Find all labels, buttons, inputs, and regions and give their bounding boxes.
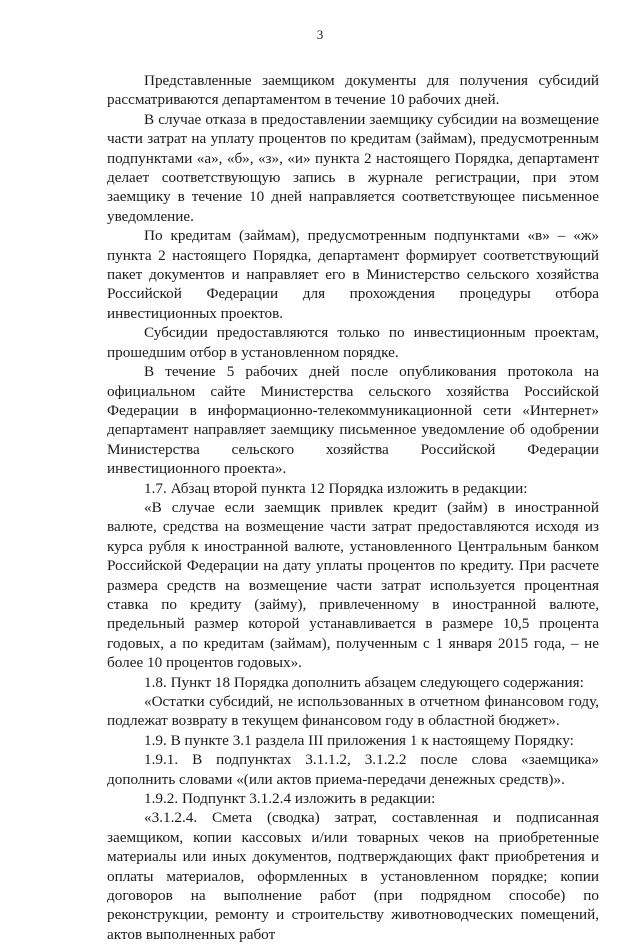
paragraph: Субсидии предоставляются только по инвестиционным проектам, прошедшим отбор в установленном порядке. (107, 324, 599, 361)
paragraph: «3.1.2.4. Смета (сводка) затрат, составленная и подписанная заемщиком, копии кассовых и/или товарных чеков на приобретенные материалы или иных документов, подтверждающих факт приобретения и оплаты материалов, оформленных в установленном порядке; копии договоров на выполнение работ (при подрядном способе) по реконструкции, ремонту и строительству животноводческих помещений, актов выполненных работ (107, 809, 599, 943)
paragraph: «В случае если заемщик привлек кредит (займ) в иностранной валюте, средства на возмещение части затрат предоставляются исходя из курса рубля к иностранной валюте, установленного Центральным банком Российской Федерации на дату уплаты процентов по кредиту. При расчете размера средств на возмещение части затрат используется процентная ставка по кредиту (займу), привлеченному в иностранной валюте, предельный размер которой устанавливается в размере 10,5 процента годовых, а по кредитам (займам), полученным с 1 января 2015 года, – не более 10 процентов годовых». (107, 498, 599, 672)
paragraph: 1.7. Абзац второй пункта 12 Порядка изложить в редакции: (144, 479, 528, 497)
paragraph: 1.9. В пункте 3.1 раздела III приложения 1 к настоящему Порядку: (144, 731, 574, 749)
page-number: 3 (316, 27, 324, 42)
paragraph: Представленные заемщиком документы для получения субсидий рассматриваются департаментом в течение 10 рабочих дней. (107, 72, 599, 109)
paragraph: В течение 5 рабочих дней после опубликования протокола на официальном сайте Министерства сельского хозяйства Российской Федерации в информационно-телекоммуникационной сети «Интернет» департамент направляет заемщику письменное уведомление об одобрении Министерства сельского хозяйства Российской Федерации инвестиционного проекта». (107, 363, 599, 478)
paragraph: В случае отказа в предоставлении заемщику субсидии на возмещение части затрат на уплату процентов по кредитам (займам), предусмотренным подпунктами «а», «б», «з», «и» пункта 2 настоящего Порядка, департамент делает соответствующую запись в журнале регистрации, при этом заемщику в течение 10 дней направляется соответствующее письменное уведомление. (107, 110, 599, 225)
paragraph: 1.8. Пункт 18 Порядка дополнить абзацем следующего содержания: (144, 673, 584, 691)
paragraph: 1.9.1. В подпунктах 3.1.1.2, 3.1.2.2 после слова «заемщика» дополнить словами «(или актов приема-передачи денежных средств)». (107, 751, 599, 788)
document-body (107, 71, 599, 944)
paragraph: 1.9.2. Подпункт 3.1.2.4 изложить в редакции: (144, 790, 436, 808)
paragraph: По кредитам (займам), предусмотренным подпунктами «в» – «ж» пункта 2 настоящего Порядка, департамент формирует соответствующий пакет документов и направляет его в Министерство сельского хозяйства Российской Федерации для прохождения процедуры отбора инвестиционных проектов. (107, 227, 599, 322)
paragraph: «Остатки субсидий, не использованных в отчетном финансовом году, подлежат возврату в текущем финансовом году в областной бюджет». (107, 693, 599, 730)
